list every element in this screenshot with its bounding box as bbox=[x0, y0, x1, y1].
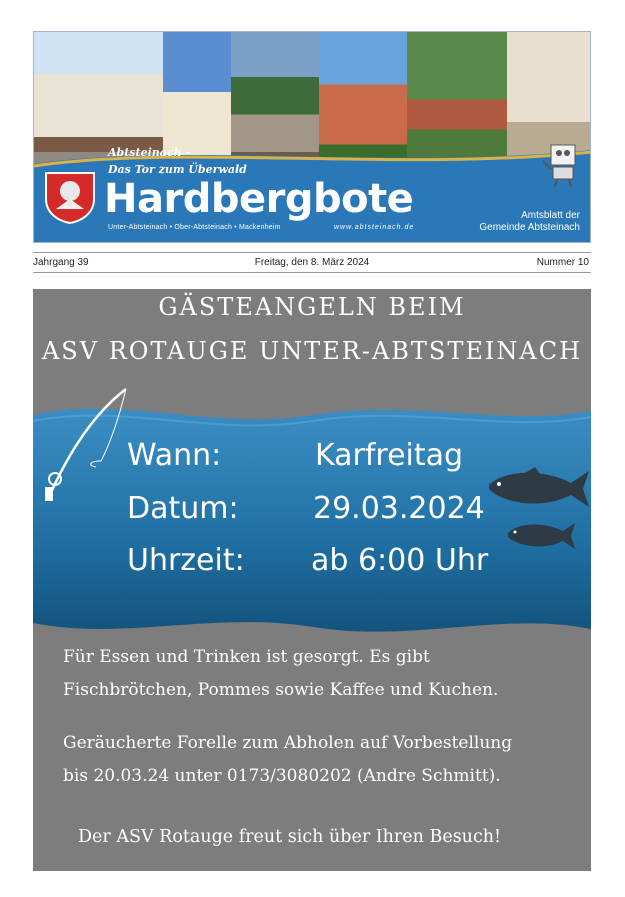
website-link[interactable]: www.abtsteinach.de bbox=[334, 224, 415, 231]
closing-text: Der ASV Rotauge freut sich über Ihren Besuch! bbox=[78, 827, 502, 847]
masthead bbox=[33, 31, 591, 243]
order-paragraph bbox=[63, 727, 583, 793]
event-poster bbox=[33, 289, 591, 871]
localities-line: Unter-Abtsteinach • Ober-Abtsteinach • Mackenheim bbox=[108, 224, 281, 231]
issue-volume: Jahrgang 39 bbox=[33, 257, 89, 268]
order-line-2: bis 20.03.24 unter 0173/3080202 (Andre Schmitt). bbox=[63, 766, 501, 786]
when-label: Wann: bbox=[127, 438, 222, 473]
food-paragraph bbox=[63, 641, 583, 707]
issue-info-bar bbox=[33, 252, 591, 273]
order-line-1: Geräucherte Forelle zum Abholen auf Vorbestellung bbox=[63, 733, 513, 753]
small-trout-icon bbox=[505, 519, 577, 553]
time-label: Uhrzeit: bbox=[127, 543, 245, 578]
closing-line bbox=[78, 821, 578, 854]
coat-of-arms-icon bbox=[42, 169, 98, 225]
food-line-1: Für Essen und Trinken ist gesorgt. Es gibt bbox=[63, 647, 430, 667]
time-value: ab 6:00 Uhr bbox=[311, 543, 489, 578]
fishing-rod-icon bbox=[41, 387, 131, 507]
trout-icon bbox=[485, 465, 591, 513]
amtsblatt-label bbox=[479, 210, 580, 234]
newspaper-title: Hardbergbote bbox=[104, 176, 414, 222]
when-value: Karfreitag bbox=[315, 438, 464, 473]
food-line-2: Fischbrötchen, Pommes sowie Kaffee und Kuchen. bbox=[63, 680, 499, 700]
slogan-line-1: Abtsteinach - bbox=[108, 146, 190, 159]
slogan-line-2: Das Tor zum Überwald bbox=[108, 163, 247, 176]
issue-date: Freitag, den 8. März 2024 bbox=[254, 257, 370, 268]
amtsblatt-line-1: Amtsblatt der bbox=[521, 210, 580, 221]
date-label: Datum: bbox=[127, 491, 239, 526]
poster-headline-line-1: GÄSTEANGELN BEIM bbox=[158, 293, 466, 321]
mascot-icon bbox=[539, 137, 587, 189]
date-value: 29.03.2024 bbox=[313, 491, 485, 526]
issue-number: Nummer 10 bbox=[536, 257, 589, 268]
poster-headline-line-2: ASV ROTAUGE UNTER-ABTSTEINACH bbox=[41, 337, 583, 365]
amtsblatt-line-2: Gemeinde Abtsteinach bbox=[479, 222, 580, 233]
